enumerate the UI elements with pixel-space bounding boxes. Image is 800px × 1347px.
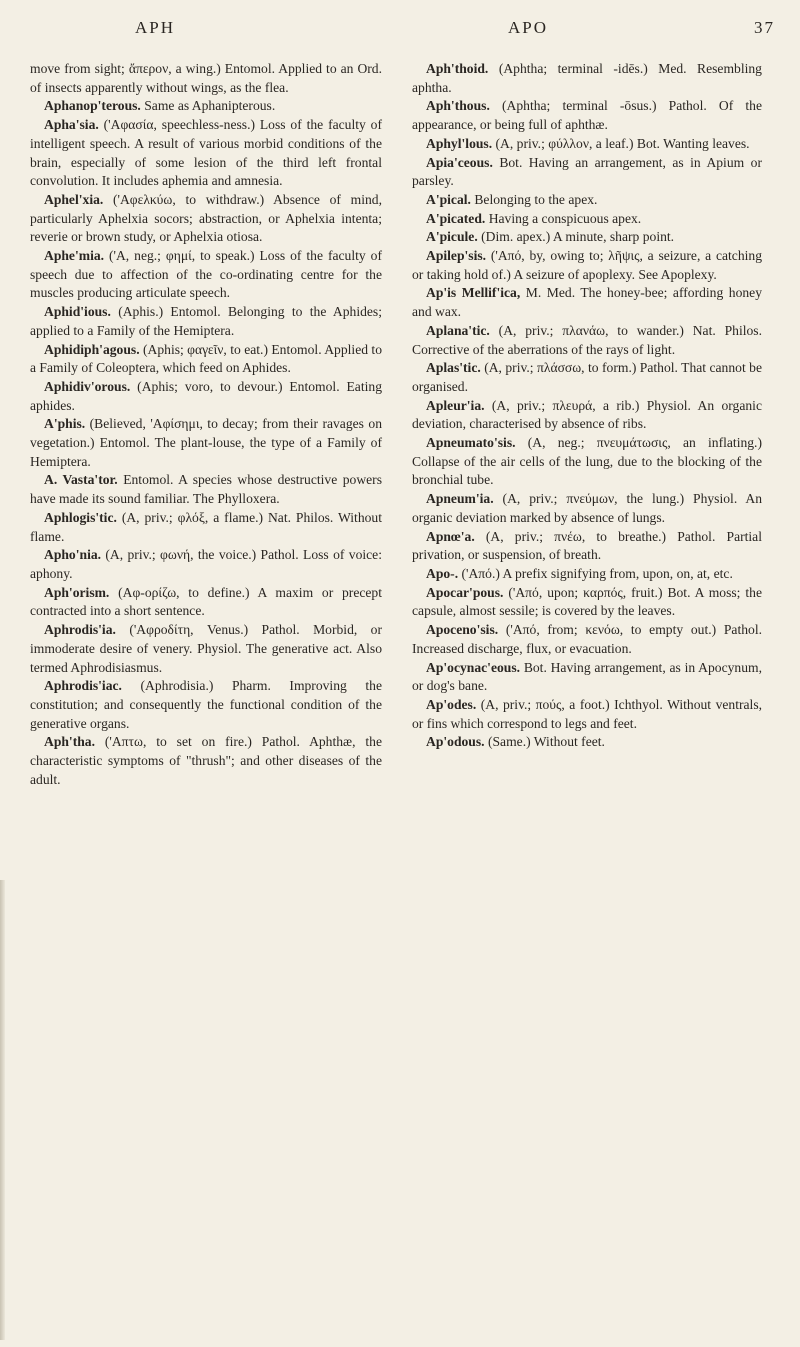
dictionary-entry: [412, 528, 762, 565]
entry-definition: Same as Aphanipterous.: [144, 98, 276, 114]
entry-headword: Ap'odes.: [426, 696, 477, 712]
entry-definition: ('Αφροδίτη, Venus.) Pathol. Morbid, or immoderate desire of venery. Physiol. The generative act. Also termed Aphrodisiasmus.: [30, 622, 383, 675]
dictionary-entry: [412, 565, 762, 584]
entry-definition: ('Από.) A prefix signifying from, upon, on, at, etc.: [461, 565, 733, 581]
dictionary-entry: [30, 546, 382, 583]
entry-definition: Bot. Having an arrangement, as in Apium or parsley.: [412, 154, 762, 189]
entry-headword: Aphidiv'orous.: [44, 378, 131, 394]
dictionary-entry: [412, 584, 762, 621]
entry-headword: Aph'thoid.: [426, 61, 489, 76]
entry-definition: ('Αφασία, speechless-ness.) Loss of the faculty of intelligent speech. A result of various morbid conditions of the brain, especially of some lesion of the third left frontal convolution. It includes aphemia and amnesia.: [30, 117, 383, 189]
dictionary-entry: [412, 434, 762, 490]
entry-headword: Aphlogis'tic.: [44, 509, 117, 525]
dictionary-entry: [30, 60, 382, 97]
dictionary-entry: [30, 621, 382, 677]
dictionary-entry: [30, 191, 382, 247]
entry-definition: Entomol. A species whose destructive powers have made its sound familiar. The Phylloxera.: [30, 472, 382, 507]
page-edge-shadow: [0, 880, 5, 1340]
dictionary-entry: [30, 584, 382, 621]
entry-headword: Ap'ocynac'eous.: [426, 659, 521, 675]
dictionary-entry: [412, 659, 762, 696]
entry-headword: Apo-.: [426, 565, 459, 581]
entry-definition: (A, priv.; πνεύμων, the lung.) Physiol. An organic deviation marked by absence of lungs.: [412, 491, 763, 525]
entry-definition: move from sight; ἄπερον, a wing.) Entomol. Applied to an Ord. of insects apparently without wings, as the flea.: [30, 61, 382, 95]
dictionary-entry: [412, 322, 762, 359]
dictionary-entry: [412, 733, 762, 752]
dictionary-entry: [30, 509, 382, 546]
entry-definition: M. Med. The honey-bee; affording honey and wax.: [412, 285, 763, 320]
entry-headword: Aphe'mia.: [44, 248, 105, 264]
entry-definition: (Aphtha; terminal -ōsus.) Pathol. Of the appearance, or being full of aphthæ.: [412, 98, 762, 133]
entry-headword: Apnœ'a.: [426, 528, 475, 544]
dictionary-entry: [30, 247, 382, 303]
entry-definition: ('Από, by, owing to; λῆψις, a seizure, a catching or taking hold of.) A seizure of apoplexy. See Apoplexy.: [412, 248, 762, 282]
entry-definition: (A, priv.; πλανάω, to wander.) Nat. Philos. Corrective of the aberrations of the rays of light.: [412, 322, 762, 357]
entry-definition: (Aphis; voro, to devour.) Entomol. Eating aphides.: [30, 378, 382, 413]
entry-definition: (Aphtha; terminal -idēs.) Med. Resembling aphtha.: [412, 61, 762, 95]
entry-headword: Apleur'ia.: [426, 397, 485, 413]
entry-headword: Apocar'pous.: [426, 584, 504, 600]
dictionary-entry: [412, 210, 762, 229]
entry-headword: Ap'is Mellif'ica,: [426, 285, 521, 301]
dictionary-entry: [412, 696, 762, 733]
entry-headword: Apho'nia.: [44, 547, 102, 563]
entry-definition: (Dim. apex.) A minute, sharp point.: [481, 229, 675, 245]
entry-definition: (Same.) Without feet.: [487, 734, 605, 750]
entry-headword: Apneum'ia.: [426, 491, 494, 507]
dictionary-entry: [412, 490, 762, 527]
dictionary-entry: [412, 284, 762, 321]
entry-definition: ('Αφελκύω, to withdraw.) Absence of mind, particularly Aphelxia socors; abstraction, or Aphelxia intenta; reverie or brown study, or Aphelxia otiosa.: [30, 191, 382, 245]
entry-definition: ('Από, upon; καρπός, fruit.) Bot. A moss; the capsule, almost sessile; is covered by the leaves.: [412, 584, 763, 619]
entry-headword: Aph'orism.: [44, 584, 110, 600]
entry-headword: Aplana'tic.: [426, 322, 490, 338]
dictionary-entry: [30, 471, 382, 508]
entry-definition: Belonging to the apex.: [474, 191, 598, 207]
entry-definition: (A, priv.; πλάσσω, to form.) Pathol. That cannot be organised.: [412, 360, 762, 394]
dictionary-entry: [412, 247, 762, 284]
dictionary-entry: [412, 359, 762, 396]
entry-headword: Aphidiph'agous.: [44, 341, 140, 357]
entry-definition: ('A, neg.; φημί, to speak.) Loss of the faculty of speech due to affection of the co-ordinating centre for the muscles producing articulate speech.: [30, 248, 382, 301]
entry-definition: (Aphrodisia.) Pharm. Improving the constitution; and consequently the functional condition of the generative organs.: [30, 678, 382, 731]
entry-headword: Aphel'xia.: [44, 191, 104, 207]
dictionary-entry: [30, 97, 382, 116]
dictionary-entry: [30, 415, 382, 471]
entry-definition: ('Απτω, to set on fire.) Pathol. Aphthæ, the characteristic symptoms of "thrush"; and other diseases of the adult.: [30, 734, 382, 787]
entry-headword: Aph'tha.: [44, 734, 95, 750]
entry-headword: A'pical.: [426, 191, 471, 207]
entry-headword: Apha'sia.: [44, 117, 99, 133]
dictionary-entry: [412, 154, 762, 191]
running-head: [30, 18, 775, 44]
entry-headword: Aphid'ious.: [44, 304, 111, 320]
entry-headword: A. Vasta'tor.: [44, 472, 118, 488]
dictionary-entry: [30, 378, 382, 415]
dictionary-entry: [30, 303, 382, 340]
entry-headword: Apia'ceous.: [426, 154, 493, 170]
dictionary-entry: [412, 228, 762, 247]
dictionary-entry: [30, 116, 382, 191]
entry-headword: A'phis.: [44, 416, 86, 432]
entry-definition: (A, priv.; πούς, a foot.) Ichthyol. Without ventrals, or fins which correspond to legs and feet.: [412, 696, 763, 731]
dictionary-entry: [412, 397, 762, 434]
entry-definition: (A, priv.; πλευρά, a rib.) Physiol. An organic deviation, characterised by absence of ribs.: [412, 397, 762, 432]
right-column: [412, 60, 762, 752]
entry-definition: (A, priv.; φλόξ, a flame.) Nat. Philos. Without flame.: [30, 509, 383, 544]
running-head-middle: APO: [508, 18, 549, 37]
dictionary-entry: [412, 97, 762, 134]
entry-definition: Having a conspicuous apex.: [488, 210, 642, 226]
entry-headword: Apneumato'sis.: [426, 435, 516, 451]
dictionary-entry: [412, 191, 762, 210]
entry-headword: A'picated.: [426, 210, 486, 226]
dictionary-entry: [412, 60, 762, 97]
dictionary-entry: [30, 341, 382, 378]
entry-headword: Apilep'sis.: [426, 248, 487, 264]
dictionary-entry: [412, 621, 762, 658]
left-column: [30, 60, 382, 789]
entry-headword: Aphanop'terous.: [44, 98, 141, 114]
dictionary-entry: [30, 733, 382, 789]
entry-headword: Aphrodis'ia.: [44, 622, 116, 638]
dictionary-entry: [412, 135, 762, 154]
entry-headword: Apoceno'sis.: [426, 622, 499, 638]
entry-definition: (A, priv.; φωνή, the voice.) Pathol. Loss of voice: aphony.: [30, 547, 382, 581]
entry-headword: Ap'odous.: [426, 734, 485, 750]
entry-definition: ('Από, from; κενόω, to empty out.) Pathol. Increased discharge, flux, or evacuation.: [412, 622, 762, 656]
entry-headword: A'picule.: [426, 229, 478, 245]
entry-headword: Aphyl'lous.: [426, 135, 493, 151]
entry-definition: (Αφ-ορίζω, to define.) A maxim or precept contracted into a short sentence.: [30, 584, 382, 619]
entry-definition: (Believed, 'Αφίσημι, to decay; from their ravages on vegetation.) Entomol. The plant-louse, the type of a Family of Hemiptera.: [30, 416, 382, 469]
entry-definition: (A, neg.; πνευμάτωσις, an inflating.) Collapse of the air cells of the lung, due to the blocking of the bronchial tube.: [412, 435, 762, 488]
dictionary-entry: [30, 677, 382, 733]
entry-headword: Aphrodis'iac.: [44, 678, 122, 694]
entry-definition: (Aphis; φαγεῖν, to eat.) Entomol. Applied to a Family of Coleoptera, which feed on Aphides.: [30, 341, 383, 376]
entry-definition: (A, priv.; φύλλον, a leaf.) Bot. Wanting leaves.: [495, 135, 750, 151]
entry-definition: (A, priv.; πνέω, to breathe.) Pathol. Partial privation, or suspension, of breath.: [412, 528, 762, 563]
running-head-left: APH: [135, 18, 176, 37]
entry-definition: Bot. Having arrangement, as in Apocynum, or dog's bane.: [412, 659, 762, 694]
entry-headword: Aplas'tic.: [426, 360, 481, 376]
entry-definition: (Aphis.) Entomol. Belonging to the Aphides; applied to a Family of the Hemiptera.: [30, 304, 383, 338]
page-number: 37: [754, 18, 775, 37]
entry-headword: Aph'thous.: [426, 98, 490, 114]
